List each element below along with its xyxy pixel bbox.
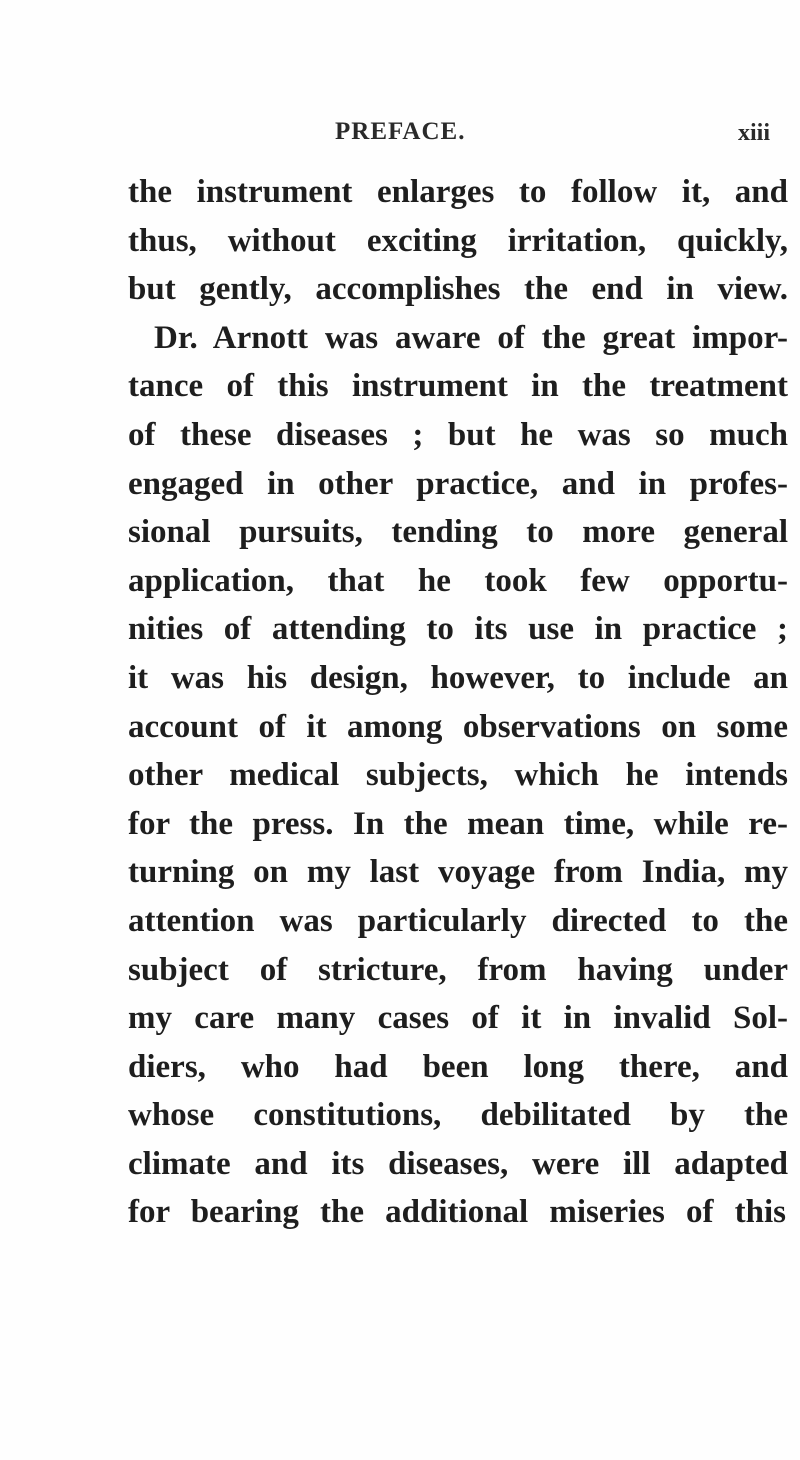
text-line: subject of stricture, from having under — [128, 951, 788, 988]
text-line: nities of attending to its use in practice ; — [128, 611, 788, 648]
text-line: tance of this instrument in the treatment — [128, 368, 788, 405]
text-line: climate and its diseases, were ill adapted — [128, 1145, 788, 1182]
text-line: but gently, accomplishes the end in view. — [128, 271, 788, 308]
text-line: of these diseases ; but he was so much — [128, 416, 788, 453]
body-text — [128, 168, 788, 1237]
text-line: the instrument enlarges to follow it, and — [128, 174, 788, 210]
text-line: engaged in other practice, and in profes- — [128, 465, 788, 502]
text-line: for the press. In the mean time, while re- — [128, 805, 788, 842]
page-header — [0, 118, 800, 158]
text-line: application, that he took few opportu- — [128, 562, 788, 599]
text-line: attention was particularly directed to the — [128, 902, 788, 939]
text-line: other medical subjects, which he intends — [128, 757, 788, 794]
text-line: sional pursuits, tending to more general — [128, 514, 788, 551]
page-number: xiii — [738, 120, 771, 146]
paragraph-start-line: Dr. Arnott was aware of the great impor- — [154, 319, 788, 356]
text-line: my care many cases of it in invalid Sol- — [128, 1000, 788, 1037]
text-line: thus, without exciting irritation, quickly, — [128, 222, 788, 259]
text-line: account of it among observations on some — [128, 708, 788, 745]
text-line: it was his design, however, to include an — [128, 659, 788, 696]
running-head: PREFACE. — [335, 118, 466, 145]
text-line: for bearing the additional miseries of this — [128, 1194, 786, 1231]
text-line: whose constitutions, debilitated by the — [128, 1097, 788, 1134]
text-line: diers, who had been long there, and — [128, 1048, 788, 1085]
text-line: turning on my last voyage from India, my — [128, 854, 788, 891]
